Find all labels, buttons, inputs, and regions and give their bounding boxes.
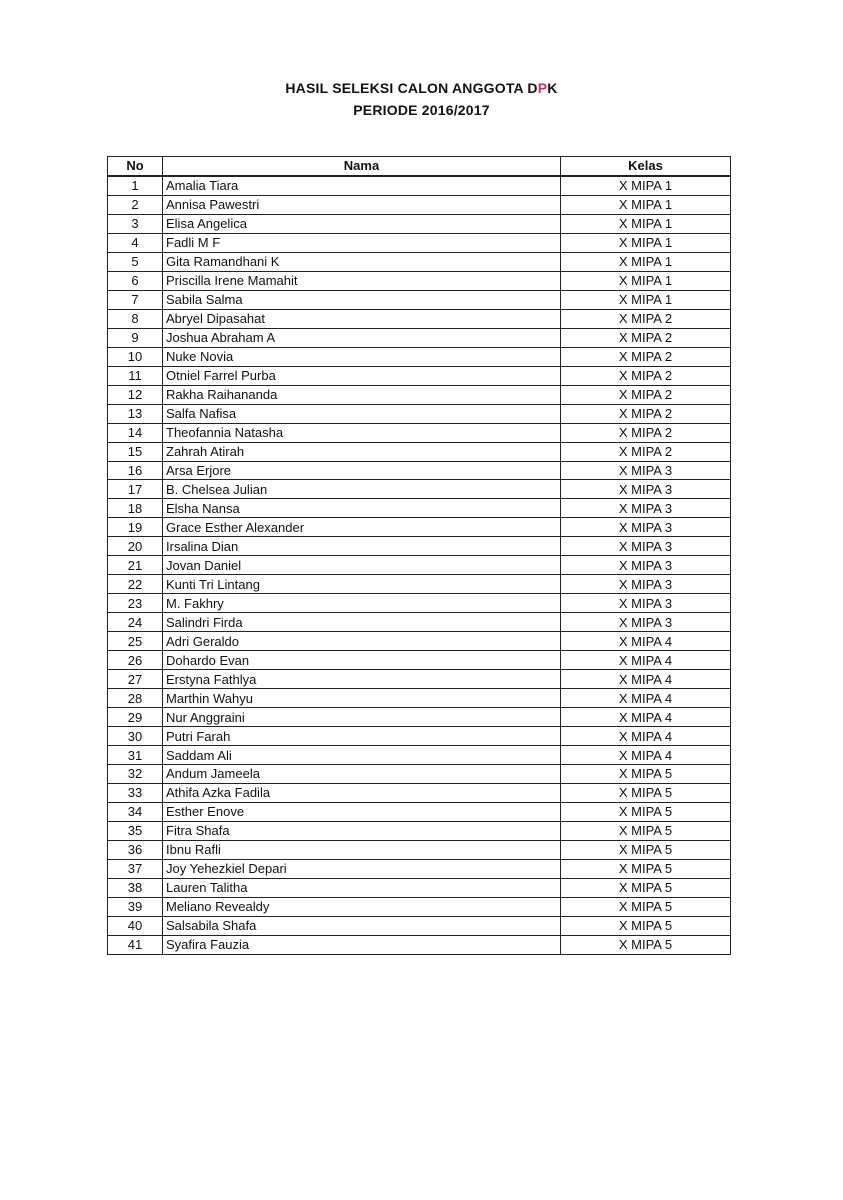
row-name: Saddam Ali — [163, 746, 561, 765]
title-suffix: K — [547, 80, 558, 96]
row-name: Annisa Pawestri — [163, 195, 561, 214]
row-name: Elisa Angelica — [163, 214, 561, 233]
table-row — [108, 746, 731, 765]
row-number: 36 — [108, 840, 163, 859]
table-row — [108, 840, 731, 859]
row-class: X MIPA 1 — [561, 214, 731, 233]
table-row — [108, 461, 731, 480]
row-number: 29 — [108, 708, 163, 727]
row-class: X MIPA 2 — [561, 404, 731, 423]
row-name: Adri Geraldo — [163, 632, 561, 651]
row-class: X MIPA 3 — [561, 480, 731, 499]
table-row — [108, 195, 731, 214]
row-class: X MIPA 4 — [561, 632, 731, 651]
row-name: Amalia Tiara — [163, 176, 561, 195]
row-number: 10 — [108, 347, 163, 366]
row-name: Sabila Salma — [163, 290, 561, 309]
row-name: Ibnu Rafli — [163, 840, 561, 859]
table-row — [108, 727, 731, 746]
row-name: Salfa Nafisa — [163, 404, 561, 423]
row-number: 40 — [108, 916, 163, 935]
table-row — [108, 916, 731, 935]
row-name: Joshua Abraham A — [163, 328, 561, 347]
column-header-no: No — [108, 157, 163, 176]
row-number: 13 — [108, 404, 163, 423]
title-accent-letter: P — [537, 80, 548, 96]
row-name: Meliano Revealdy — [163, 897, 561, 916]
column-header-kelas: Kelas — [561, 157, 731, 176]
row-name: Abryel Dipasahat — [163, 309, 561, 328]
row-class: X MIPA 2 — [561, 328, 731, 347]
row-class: X MIPA 5 — [561, 878, 731, 897]
row-class: X MIPA 1 — [561, 176, 731, 195]
row-number: 35 — [108, 821, 163, 840]
row-name: Irsalina Dian — [163, 537, 561, 556]
row-number: 9 — [108, 328, 163, 347]
row-name: M. Fakhry — [163, 594, 561, 613]
table-row — [108, 878, 731, 897]
row-number: 37 — [108, 859, 163, 878]
row-class: X MIPA 5 — [561, 859, 731, 878]
row-number: 12 — [108, 385, 163, 404]
title-prefix: HASIL SELEKSI CALON ANGGOTA D — [285, 80, 538, 96]
row-name: Grace Esther Alexander — [163, 518, 561, 537]
table-row — [108, 670, 731, 689]
table-row — [108, 537, 731, 556]
row-class: X MIPA 1 — [561, 233, 731, 252]
row-class: X MIPA 5 — [561, 765, 731, 784]
document-subtitle: PERIODE 2016/2017 — [353, 102, 490, 118]
row-number: 27 — [108, 670, 163, 689]
row-class: X MIPA 4 — [561, 689, 731, 708]
row-number: 1 — [108, 176, 163, 195]
table-row — [108, 632, 731, 651]
row-name: Salsabila Shafa — [163, 916, 561, 935]
table-row — [108, 328, 731, 347]
table-row — [108, 783, 731, 802]
row-name: Fadli M F — [163, 233, 561, 252]
row-class: X MIPA 5 — [561, 897, 731, 916]
results-table-body — [108, 176, 731, 954]
row-number: 8 — [108, 309, 163, 328]
table-row — [108, 613, 731, 632]
table-row — [108, 594, 731, 613]
row-class: X MIPA 5 — [561, 840, 731, 859]
table-row — [108, 385, 731, 404]
row-class: X MIPA 3 — [561, 594, 731, 613]
table-row — [108, 176, 731, 195]
row-number: 20 — [108, 537, 163, 556]
table-row — [108, 309, 731, 328]
row-number: 39 — [108, 897, 163, 916]
table-row — [108, 897, 731, 916]
table-row — [108, 689, 731, 708]
row-class: X MIPA 1 — [561, 252, 731, 271]
table-row — [108, 442, 731, 461]
table-row — [108, 556, 731, 575]
row-number: 32 — [108, 765, 163, 784]
row-name: Fitra Shafa — [163, 821, 561, 840]
row-class: X MIPA 3 — [561, 461, 731, 480]
row-name: Theofannia Natasha — [163, 423, 561, 442]
table-row — [108, 765, 731, 784]
row-number: 19 — [108, 518, 163, 537]
row-number: 24 — [108, 613, 163, 632]
row-class: X MIPA 1 — [561, 290, 731, 309]
row-class: X MIPA 4 — [561, 651, 731, 670]
table-row — [108, 821, 731, 840]
row-name: Nur Anggraini — [163, 708, 561, 727]
table-row — [108, 935, 731, 954]
row-class: X MIPA 2 — [561, 347, 731, 366]
table-row — [108, 575, 731, 594]
table-row — [108, 366, 731, 385]
row-class: X MIPA 4 — [561, 708, 731, 727]
row-number: 16 — [108, 461, 163, 480]
row-number: 5 — [108, 252, 163, 271]
table-row — [108, 518, 731, 537]
row-name: Arsa Erjore — [163, 461, 561, 480]
row-number: 28 — [108, 689, 163, 708]
row-number: 11 — [108, 366, 163, 385]
row-number: 33 — [108, 783, 163, 802]
row-number: 4 — [108, 233, 163, 252]
table-row — [108, 290, 731, 309]
row-class: X MIPA 2 — [561, 442, 731, 461]
row-name: Otniel Farrel Purba — [163, 366, 561, 385]
row-name: B. Chelsea Julian — [163, 480, 561, 499]
row-class: X MIPA 2 — [561, 423, 731, 442]
row-number: 15 — [108, 442, 163, 461]
row-class: X MIPA 2 — [561, 366, 731, 385]
row-number: 3 — [108, 214, 163, 233]
row-class: X MIPA 3 — [561, 537, 731, 556]
row-number: 34 — [108, 802, 163, 821]
row-number: 7 — [108, 290, 163, 309]
row-class: X MIPA 1 — [561, 195, 731, 214]
table-row — [108, 802, 731, 821]
table-row — [108, 708, 731, 727]
row-number: 41 — [108, 935, 163, 954]
row-class: X MIPA 4 — [561, 670, 731, 689]
row-name: Kunti Tri Lintang — [163, 575, 561, 594]
row-name: Esther Enove — [163, 802, 561, 821]
header-row — [108, 157, 731, 176]
row-number: 25 — [108, 632, 163, 651]
table-row — [108, 347, 731, 366]
table-row — [108, 651, 731, 670]
row-name: Lauren Talitha — [163, 878, 561, 897]
row-name: Elsha Nansa — [163, 499, 561, 518]
row-class: X MIPA 4 — [561, 746, 731, 765]
row-name: Nuke Novia — [163, 347, 561, 366]
row-class: X MIPA 3 — [561, 499, 731, 518]
column-header-nama: Nama — [163, 157, 561, 176]
row-name: Gita Ramandhani K — [163, 252, 561, 271]
results-table — [107, 156, 731, 955]
table-row — [108, 404, 731, 423]
row-number: 21 — [108, 556, 163, 575]
row-name: Putri Farah — [163, 727, 561, 746]
row-number: 18 — [108, 499, 163, 518]
row-number: 26 — [108, 651, 163, 670]
row-name: Athifa Azka Fadila — [163, 783, 561, 802]
row-class: X MIPA 5 — [561, 821, 731, 840]
row-number: 22 — [108, 575, 163, 594]
row-name: Dohardo Evan — [163, 651, 561, 670]
row-class: X MIPA 2 — [561, 385, 731, 404]
row-name: Jovan Daniel — [163, 556, 561, 575]
row-number: 30 — [108, 727, 163, 746]
table-row — [108, 233, 731, 252]
table-row — [108, 423, 731, 442]
table-row — [108, 214, 731, 233]
row-class: X MIPA 3 — [561, 613, 731, 632]
document-title — [0, 80, 843, 96]
row-name: Andum Jameela — [163, 765, 561, 784]
row-number: 6 — [108, 271, 163, 290]
row-name: Marthin Wahyu — [163, 689, 561, 708]
table-row — [108, 859, 731, 878]
table-row — [108, 271, 731, 290]
row-class: X MIPA 5 — [561, 916, 731, 935]
row-number: 2 — [108, 195, 163, 214]
row-class: X MIPA 2 — [561, 309, 731, 328]
row-number: 23 — [108, 594, 163, 613]
row-class: X MIPA 4 — [561, 727, 731, 746]
row-name: Priscilla Irene Mamahit — [163, 271, 561, 290]
row-class: X MIPA 1 — [561, 271, 731, 290]
table-row — [108, 480, 731, 499]
row-name: Salindri Firda — [163, 613, 561, 632]
row-number: 31 — [108, 746, 163, 765]
row-number: 17 — [108, 480, 163, 499]
row-class: X MIPA 5 — [561, 935, 731, 954]
table-row — [108, 499, 731, 518]
row-class: X MIPA 3 — [561, 556, 731, 575]
row-class: X MIPA 3 — [561, 518, 731, 537]
row-name: Erstyna Fathlya — [163, 670, 561, 689]
row-name: Syafira Fauzia — [163, 935, 561, 954]
row-number: 14 — [108, 423, 163, 442]
row-number: 38 — [108, 878, 163, 897]
table-row — [108, 252, 731, 271]
row-class: X MIPA 5 — [561, 802, 731, 821]
results-table-header — [108, 157, 731, 176]
row-class: X MIPA 3 — [561, 575, 731, 594]
row-name: Joy Yehezkiel Depari — [163, 859, 561, 878]
row-name: Rakha Raihananda — [163, 385, 561, 404]
row-name: Zahrah Atirah — [163, 442, 561, 461]
row-class: X MIPA 5 — [561, 783, 731, 802]
